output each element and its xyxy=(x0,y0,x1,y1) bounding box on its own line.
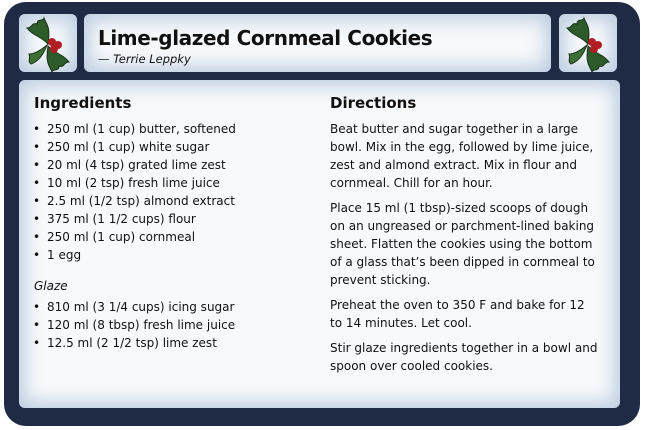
ingredient-item: • 250 ml (1 cup) cornmeal xyxy=(33,228,236,246)
glaze-subheading: Glaze xyxy=(34,279,68,293)
holly-icon xyxy=(19,14,77,72)
holly-decoration-right xyxy=(559,14,617,72)
ingredients-heading: Ingredients xyxy=(34,94,132,112)
glaze-item: • 12.5 ml (2 1/2 tsp) lime zest xyxy=(33,334,235,352)
glaze-item: • 810 ml (3 1/4 cups) icing sugar xyxy=(33,298,235,316)
recipe-author: — Terrie Leppky xyxy=(98,52,191,66)
directions-heading: Directions xyxy=(330,94,417,112)
direction-step: Beat butter and sugar together in a large bowl. Mix in the egg, followed by lime juice, zest and almond extract. Mix in flour and cornmeal. Chill for an hour. xyxy=(330,122,594,190)
glaze-item: • 120 ml (8 tbsp) fresh lime juice xyxy=(33,316,235,334)
ingredient-item: • 375 ml (1 1/2 cups) flour xyxy=(33,210,236,228)
ingredients-list xyxy=(33,120,236,264)
ingredient-item: • 2.5 ml (1/2 tsp) almond extract xyxy=(33,192,236,210)
recipe-title: Lime-glazed Cornmeal Cookies xyxy=(98,26,433,50)
direction-step: Stir glaze ingredients together in a bowl and spoon over cooled cookies. xyxy=(330,341,598,373)
holly-icon xyxy=(559,14,617,72)
ingredient-item: • 10 ml (2 tsp) fresh lime juice xyxy=(33,174,236,192)
ingredient-item: • 1 egg xyxy=(33,246,236,264)
directions-text xyxy=(330,120,600,382)
ingredient-item: • 250 ml (1 cup) butter, softened xyxy=(33,120,236,138)
holly-decoration-left xyxy=(19,14,77,72)
ingredient-item: • 20 ml (4 tsp) grated lime zest xyxy=(33,156,236,174)
ingredient-item: • 250 ml (1 cup) white sugar xyxy=(33,138,236,156)
glaze-list xyxy=(33,298,235,352)
direction-step: Preheat the oven to 350 F and bake for 12 to 14 minutes. Let cool. xyxy=(330,298,585,330)
direction-step: Place 15 ml (1 tbsp)-sized scoops of dough on an ungreased or parchment-lined baking sheet. Flatten the cookies using the bottom of a glass that’s been dipped in cornmeal to prevent sticking. xyxy=(330,201,595,287)
